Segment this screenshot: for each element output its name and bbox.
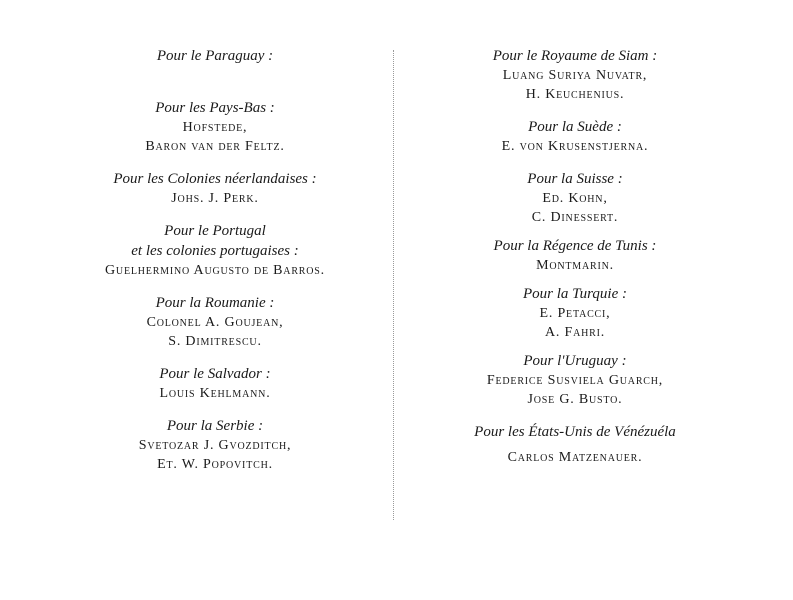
country-heading: Pour la Roumanie :: [155, 295, 275, 311]
country-heading: Pour les Pays-Bas :: [155, 100, 275, 116]
country-heading: Pour les États-Unis de Vénézuéla: [474, 424, 676, 440]
left-column: [50, 46, 380, 474]
entry-serbie: [50, 416, 380, 474]
signatory-name: A. Fahri.: [544, 325, 606, 340]
country-heading: Pour la Régence de Tunis :: [493, 238, 657, 254]
signatory-name: Hofstede,: [182, 120, 248, 135]
signatory-name: Federice Susviela Guarch,: [486, 373, 664, 388]
country-heading: Pour le Salvador :: [159, 366, 271, 382]
signatory-name: Louis Kehlmann.: [159, 386, 271, 401]
entry-paraguay: [50, 46, 380, 66]
entry-tunis: [410, 236, 740, 275]
signatory-name: Et. W. Popovitch.: [157, 457, 273, 472]
signatory-name: Johs. J. Perk.: [171, 191, 259, 206]
country-heading: Pour le Paraguay :: [156, 48, 274, 64]
country-heading: Pour le Portugal et les colonies portugaises :: [131, 223, 299, 259]
country-heading: Pour la Serbie :: [166, 418, 264, 434]
country-heading: Pour la Suisse :: [527, 171, 623, 187]
signatory-name: Jose G. Busto.: [527, 392, 623, 407]
signatory-name: E. von Krusenstjerna.: [501, 139, 649, 154]
signatory-name: C. Dinessert.: [531, 210, 619, 225]
country-heading: Pour la Suède :: [528, 119, 622, 135]
right-column: [410, 46, 740, 467]
signatory-name: Svetozar J. Gvozditch,: [138, 438, 292, 453]
entry-salvador: [50, 364, 380, 403]
entry-suisse: [410, 169, 740, 227]
signatory-name: Colonel A. Goujean,: [146, 315, 284, 330]
center-gutter: [393, 50, 396, 520]
country-heading: Pour les Colonies néerlandaises :: [113, 171, 317, 187]
signatory-name: Ed. Kohn,: [542, 191, 608, 206]
signatory-name: Montmarin.: [536, 258, 614, 273]
entry-roumanie: [50, 293, 380, 351]
entry-pays-bas: [50, 98, 380, 156]
entry-siam: [410, 46, 740, 104]
entry-suede: [410, 117, 740, 156]
entry-portugal: [50, 221, 380, 280]
entry-turquie: [410, 284, 740, 342]
signatory-name: E. Petacci,: [539, 306, 611, 321]
country-heading: Pour la Turquie :: [522, 286, 628, 302]
country-heading: Pour l'Uruguay :: [523, 353, 627, 369]
signatory-name: S. Dimitrescu.: [168, 334, 262, 349]
signatory-name: Guelhermino Augusto de Barros.: [105, 263, 325, 278]
signatory-name: Baron van der Feltz.: [145, 139, 285, 154]
entry-colonies-neerlandaises: [50, 169, 380, 208]
entry-uruguay: [410, 351, 740, 409]
signatory-name: H. Keuchenius.: [525, 87, 625, 102]
signatory-name: Luang Suriya Nuvatr,: [502, 68, 648, 83]
country-heading: Pour le Royaume de Siam :: [492, 48, 658, 64]
entry-venezuela: [410, 422, 740, 467]
signatory-name: Carlos Matzenauer.: [507, 450, 643, 465]
